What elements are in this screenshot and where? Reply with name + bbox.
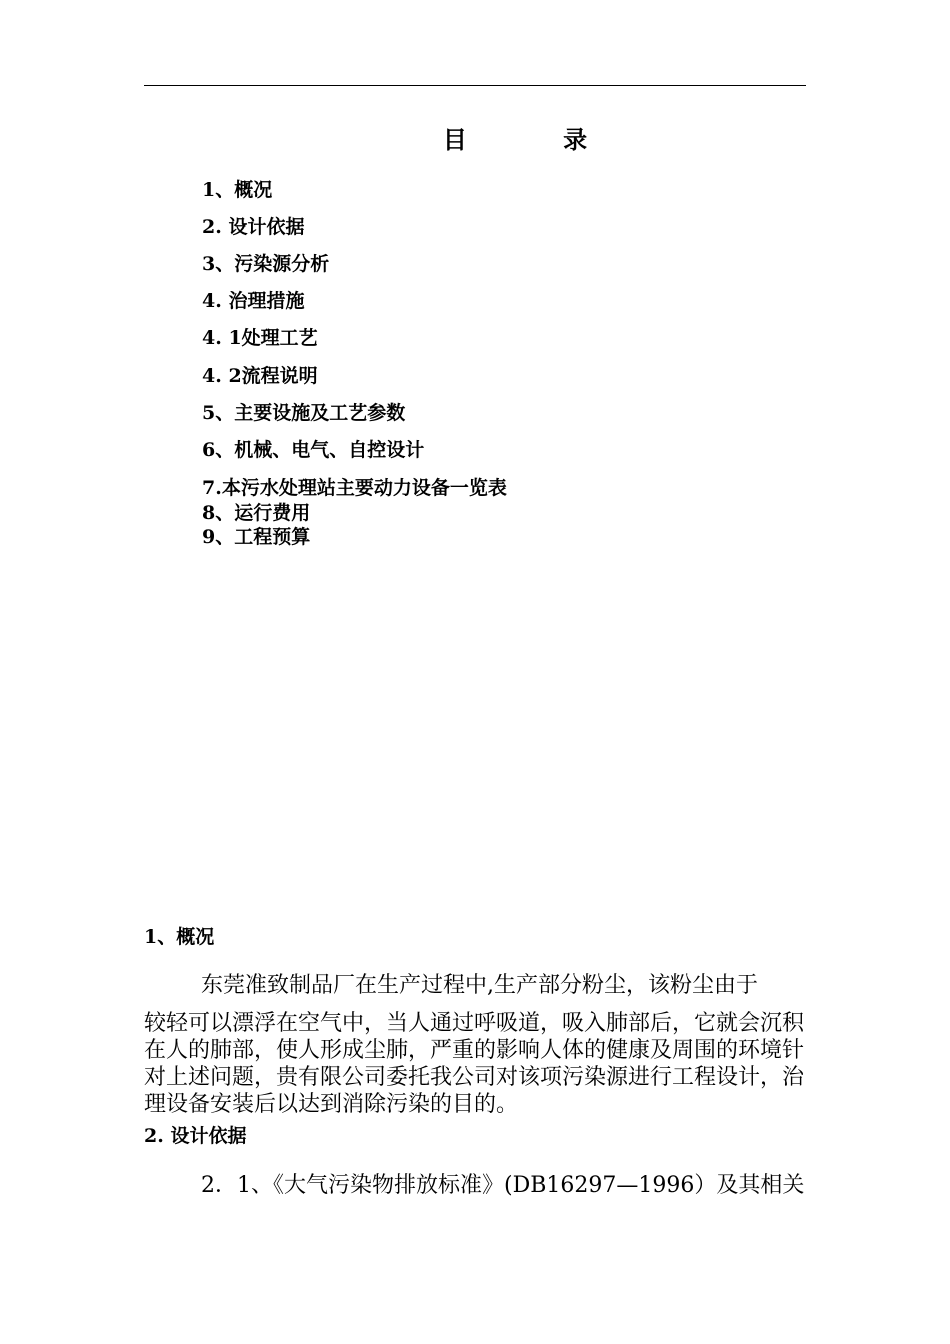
toc-item-design-basis[interactable]: 2. 设计依据 (202, 216, 305, 238)
toc-item-treatment-measures[interactable]: 4. 治理措施 (202, 290, 305, 312)
toc-item-flow-description[interactable]: 4. 2流程说明 (202, 365, 318, 387)
toc-item-pollution-analysis[interactable]: 3、污染源分析 (202, 253, 330, 275)
toc-item-main-facilities[interactable]: 5、主要设施及工艺参数 (202, 402, 406, 424)
toc-item-equipment-list[interactable]: 7.本污水处理站主要动力设备一览表 (202, 477, 507, 499)
design-basis-item-1: 2．1、《大气污染物排放标准》(DB16297—1996）及其相关 (201, 1173, 805, 1198)
header-rule (144, 85, 806, 86)
toc-item-overview[interactable]: 1、概况 (202, 179, 273, 201)
toc-item-mechanical-electrical[interactable]: 6、机械、电气、自控设计 (202, 439, 425, 461)
overview-paragraph: 较轻可以漂浮在空气中，当人通过呼吸道，吸入肺部后，它就会沉积在人的肺部，使人形成尘肺，严重的影响人体的健康及周围的环境针对上述问题，贵有限公司委托我公司对该项污染源进行工程设计，治理设备安装后以达到消除污染的目的。 (144, 1011, 805, 1117)
toc-title: 目 录 (442, 125, 632, 154)
section-heading-overview: 1、概况 (144, 926, 215, 948)
toc-item-process[interactable]: 4. 1处理工艺 (202, 327, 318, 349)
section-heading-design-basis: 2. 设计依据 (144, 1125, 247, 1147)
toc-item-operating-cost[interactable]: 8、运行费用 (202, 502, 311, 524)
toc-item-project-budget[interactable]: 9、工程预算 (202, 526, 311, 548)
overview-paragraph-first-line: 东莞准致制品厂在生产过程中,生产部分粉尘，该粉尘由于 (201, 973, 758, 998)
